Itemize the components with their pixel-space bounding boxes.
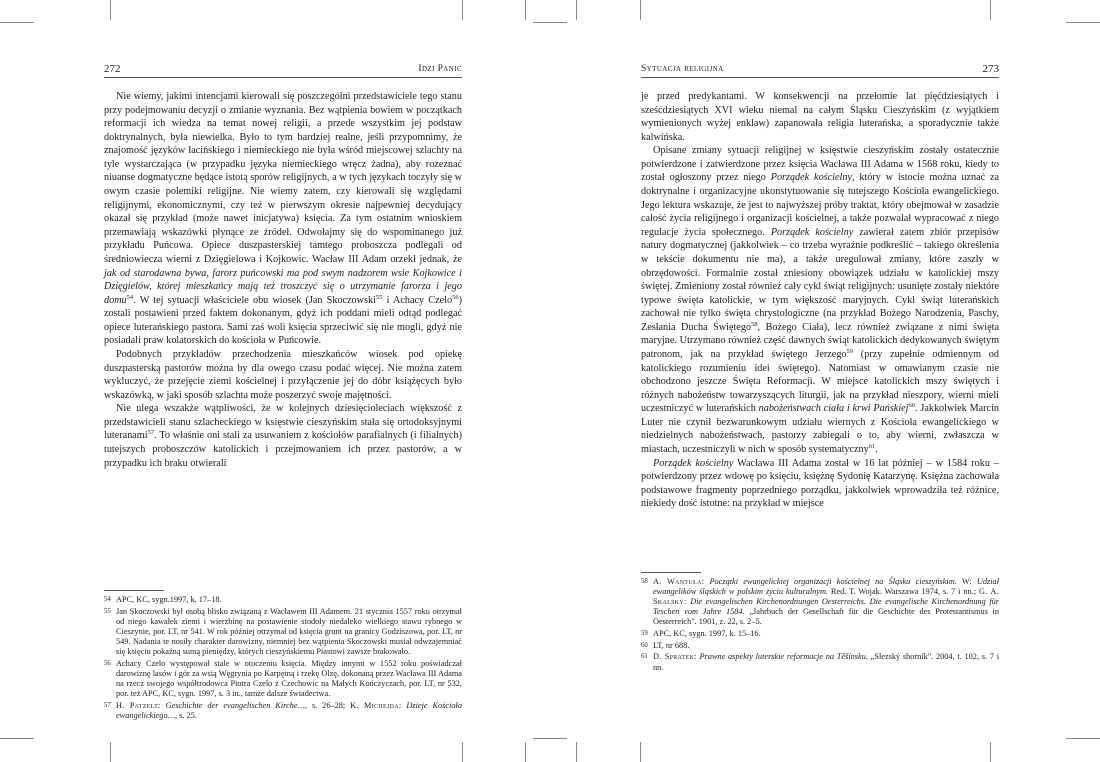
right-page — [641, 62, 999, 702]
footnote-text: „Slezský sborník". 2004, t. 102, s. 7 i nn. — [653, 652, 1000, 672]
text-run: (przy zupełnie odmiennym od katolickiego rozumieniu idei świętego). Natomiast w omawianym czasie nie obchodzono jeszcze Święta Reformacji. W miejsce katolickich mszy świętych i różnych nabożeństw towarzyszących liturgii, jak na przykład nieszpory, wierni mieli uczestniczyć w luterańskich — [641, 348, 999, 415]
footnote-text: APC, KC, sygn.1997, k. 17–18. — [116, 595, 222, 604]
footnote-title: Dzieje Kościoła ewangelickiego… — [116, 700, 462, 720]
footnote-text: APC, KC, sygn. 1997, k. 15–16. — [653, 629, 761, 639]
footnote — [104, 607, 462, 657]
crop-mark — [533, 738, 567, 739]
footnote-text: , s. 25. — [174, 710, 197, 720]
page-number: 272 — [104, 63, 121, 75]
crop-mark — [640, 742, 641, 762]
footnote-number: 57 — [104, 701, 111, 709]
footnote-number: 60 — [641, 641, 648, 649]
footnote-author: A. Wantuła: — [653, 577, 705, 586]
footnote-ref: 54 — [126, 293, 134, 301]
crop-mark — [525, 0, 526, 20]
footnote-author: D. Spratek: — [653, 652, 697, 662]
footnote — [641, 629, 999, 639]
footnote — [641, 641, 999, 651]
footnote-ref: 56 — [452, 293, 459, 301]
footnote-text: Achacy Czelo występował stale w otoczeniu księcia. Między innymi w 1552 roku poświadczał darowiznę lasów i gór za wsią Węgrynia po Karpętną i rzekę Olzę, dokonaną przez Wacława III Adama na rzecz swojego współtrodowca Piotra Czelo z Czechowic na Małych Kończyczach, por. LT, nr 532, por. też APC, KC, sygn. 1997, s. 3 in., tamże dalsze świadectwa. — [116, 658, 462, 699]
footnote-text: Jan Skoczowski był osobą blisko związaną z Wacławem III Adamem. 21 stycznia 1557 roku otrzymał od niego kawałek ziemi i wierzbinę na postawienie stodoły niedaleko wielkiego stawu rybnego w Cieszynie, por. LT, nr 541. W rok później otrzymał od księcia grunt na granicy Godziszowa, por. LT, nr 549. Nadania te nosiły charakter darowizny, niemniej bez wątpienia Skoczowski musiał odwzajemniać się księciu pokaźną sumą pieniędzy, których cieszyńskiemu Piastowi zawsze brakowało. — [116, 606, 462, 657]
text-run: . W tej sytuacji właściciele obu wiosek (Jan Skoczowski — [133, 294, 376, 306]
footnote-text: LT, nr 688. — [653, 640, 690, 650]
crop-mark — [576, 0, 577, 20]
crop-mark — [1066, 22, 1100, 23]
footnote-number: 55 — [104, 607, 111, 615]
text-run: i Achacy Czelo — [382, 294, 453, 306]
crop-mark — [110, 0, 111, 20]
text-run: . Jakkolwiek Marcin Luter nie czynił bezwarunkowym udziału wiernych z Kościoła ewangelickiego w niedzielnych nabożeństwach, pastorzy zabiegali o to, aby wierni, zwłaszcza w miastach, uczestniczyli w nich w sposób systematyczny — [641, 403, 999, 456]
footnote-rule — [104, 590, 164, 591]
crop-mark — [0, 22, 34, 23]
footnote — [104, 659, 462, 699]
crop-mark — [990, 742, 991, 762]
text-run: Opisane zmiany sytuacji religijnej w księstwie cieszyńskim zostały ostatecznie potwierdzone i zatwierdzone przez księcia Wacława III Adama w 1568 roku, kiedy to został ogłoszony przez niego — [641, 145, 999, 184]
crop-mark — [576, 742, 577, 762]
text-run: , który w istocie można uznać za doktrynalne i organizacyjne ukonstytuowanie się tutejszego Kościoła ewangelickiego. Jego lektura wskazuje, że jest to najwyższej próby traktat, który obejmował w zasadzie całość życia religijnego i organizacji kościelnej, a także pozwalał wypracować z niego regulacje życia społecznego. — [641, 172, 999, 238]
footnotes — [641, 577, 999, 674]
text-run: , Bożego Ciała), lecz również związane z nimi święta maryjne. Utrzymano również część dawnych świąt katolickich dedykowanych świętym patronom, jak na przykład świętego Jerzego — [641, 321, 999, 360]
crop-mark — [0, 738, 34, 739]
footnote-author: H. Patzelt: — [116, 700, 161, 710]
footnote-text: Red. T. Wojak. Warszawa 1974, s. 7 i nn.; — [828, 587, 979, 597]
paragraph — [104, 402, 462, 470]
running-head — [641, 62, 999, 78]
body-text — [641, 90, 999, 511]
footnote-number: 54 — [104, 596, 111, 603]
running-title: Sytuacja religijna — [641, 64, 724, 74]
footnote-title: Udział ewangelików śląskich w polskim życiu kulturalnym. — [653, 577, 1000, 597]
footnote-ref: 59 — [846, 347, 854, 355]
footnote-author: K. Michejda: — [350, 700, 402, 710]
emphasis: nabożeństwach ciała i krwi Pańskiej — [758, 403, 909, 415]
footnote — [104, 701, 462, 721]
running-title: Idzi Panic — [418, 64, 462, 74]
crop-mark — [533, 22, 567, 23]
crop-mark — [525, 742, 526, 762]
footnote-ref: 57 — [147, 429, 155, 437]
paragraph — [641, 457, 999, 511]
footnote — [641, 652, 999, 672]
page-number: 273 — [982, 63, 999, 75]
footnote-number: 58 — [641, 578, 648, 585]
quotation: jak od starodawna bywa, farorz puńcowski ma pod swym nadzorem wsie Kojkowice i Dzięgielów, której mieszkańcy mają też troszczyć się o utrzymanie farorza i jego domu — [104, 267, 462, 306]
text-run: . To właśnie oni stali za usuwaniem z kościołów parafialnych (i filialnych) tutejszych proboszczów katolickich i przejmowaniem ich przez pastorów, a w przypadku ich braku otwierali — [104, 430, 462, 469]
footnote-number: 61 — [641, 653, 648, 661]
footnote-text: „Jahrbuch der Gesellschaft für die Geschichte des Protestantismus in Oesterreich". 1901, z. 22, s. 2–5. — [653, 607, 999, 627]
paragraph — [104, 90, 462, 348]
text-run: zawierał zatem zbiór przepisów natury dogmatycznej (jakkolwiek – co trzeba wyraźnie podkreślić – takiego określenia w tekście dokumentu nie ma), a także uregulował zmiany, które zaszły w obrzędowości. Formalnie został zniesiony obowiązek udziału w katolickiej mszy świętej. Zmieniony został również cały cykl świąt religijnych: usunięte zostały niektóre typowe święta katolickie, w tym większość maryjnych. Cykl świąt luterańskich zachował nie tylko święta chrystologiczne (na przykład Bożego Narodzenia, Paschy, Zesłania Ducha Świętego — [641, 226, 1000, 333]
footnote-text: W: — [956, 577, 977, 586]
footnote-number: 59 — [641, 630, 648, 638]
crop-mark — [462, 742, 463, 762]
footnote-ref: 61 — [868, 443, 876, 451]
text-run: Nie wiemy, jakimi intencjami kierowali się poszczególni przedstawiciele tego stanu przy podejmowaniu decyzji o zmianie wyznania. Bez wątpienia bowiem w początkach reformacji ich wiedza na temat nowej religii, a przede wszystkim jej podstaw doktrynalnych, była niewielka. Było to tym bardziej realne, jeśli przypomnimy, że znajomość języków łacińskiego i niemieckiego nie była wśród miejscowej szlachty na tyle wystarczająca (w przypadku języka niemieckiego wręcz żadna), aby rozeznać niuanse dogmatyczne będące istotą sporów religijnych, a w tych językach toczyły się w owym czasie polemiki religijne. Nie wiemy zatem, czy kierowali się względami religijnymi, ekonomicznymi, czy też w pierwszym okresie najpewniej decydujący okazał się przykład (może nawet inicjatywa) księcia. Za tym ostatnim wnioskiem przemawiają wskazówki płynące ze źródeł. Odwołajmy się do wspominanego już przykładu Puńcowa. Opiece duszpasterskiej tamtego proboszcza podlegali od średniowiecza wierni z Dzięgielowa i Kojkowic. Wacław III Adam orzekł jednak, że — [104, 91, 462, 265]
footnote — [104, 595, 462, 605]
running-head — [104, 62, 462, 78]
crop-mark — [462, 0, 463, 20]
text-run: Nie ulega wszakże wątpliwości, że w kolejnych dziesięcioleciach większość z przedstawicieli stanu szlacheckiego w księstwie cieszyńskim stała się ortodoksyjnymi luteranami — [104, 403, 462, 442]
paragraph — [641, 144, 999, 456]
text-run: ) zostali postawieni przed faktem dokonanym, gdyż ich poddani mieli odtąd podlegać opiece luterańskiego pastora. Sami zaś woli księcia sprzeciwić się nie mogli, gdyż nie posiadali praw kolatorskich do kościoła w Puńcowie. — [104, 294, 462, 347]
crop-mark — [1066, 738, 1100, 739]
footnote-ref: 60 — [908, 402, 916, 410]
body-text — [104, 90, 462, 470]
crop-mark — [640, 0, 641, 20]
left-page — [104, 62, 462, 720]
crop-mark — [110, 742, 111, 762]
paragraph: je przed predykantami. W konsekwencji na przełomie lat pięćdziesiątych i sześćdziesiątych XVI wieku niemal na całym Śląsku Cieszyńskim (z wyjątkiem wymienionych wyżej enklaw) zapanowała religia luterańska, a sporadycznie także kalwińska. — [641, 91, 999, 143]
paragraph: Podobnych przykładów przechodzenia mieszkańców wiosek pod opiekę duszpasterską pastorów można by dla owego czasu podać więcej. Nie można zatem wykluczyć, że przejęcie ziemi kościelnej i przyłączenie jej do dóbr książęcych było wskazówką, w jaki sposób szlachta może poszerzyć swoje majętności. — [104, 348, 462, 401]
footnotes — [104, 595, 462, 723]
footnote-text: , s. 26–28; — [304, 700, 351, 710]
document-title: Porządek kościelny — [770, 172, 852, 184]
crop-mark — [990, 0, 991, 20]
footnote-title: Die evangelischen Kirchenordnungen Oesterreichs. Die evangelische Kirchenordnung für Teschen vom Jahre 1584. — [653, 597, 1000, 617]
footnote-number: 56 — [104, 659, 111, 667]
footnote-ref: 55 — [375, 293, 383, 301]
footnote-ref: 58 — [751, 320, 758, 328]
footnote-title: Prawne aspekty luterskie reformacje na Těšínsku. — [699, 652, 868, 662]
footnote-author: G. A. Skalský: — [653, 587, 999, 607]
footnote-rule — [641, 572, 701, 573]
document-title: Porządek kościelny — [770, 226, 854, 238]
text-run: . — [875, 444, 878, 456]
footnote-title: Geschichte der evangelischen Kirche… — [165, 700, 305, 710]
document-title: Porządek kościelny — [653, 457, 734, 469]
footnote-title: Początki ewangelickiej organizacji kościelnej na Śląsku cieszyńskim. — [709, 577, 957, 586]
footnote — [641, 577, 999, 627]
text-run: Wacława III Adama został w 16 lat później – w 1584 roku – potwierdzony przez wdowę po księciu, księżnę Sydonię Katarzynę. Księżna zachowała podstawowe fragmenty poprzedniego porządku, jakkolwiek wprowadziła też różnice, niekiedy dość istotne: na przykład w miejsce — [641, 457, 999, 510]
